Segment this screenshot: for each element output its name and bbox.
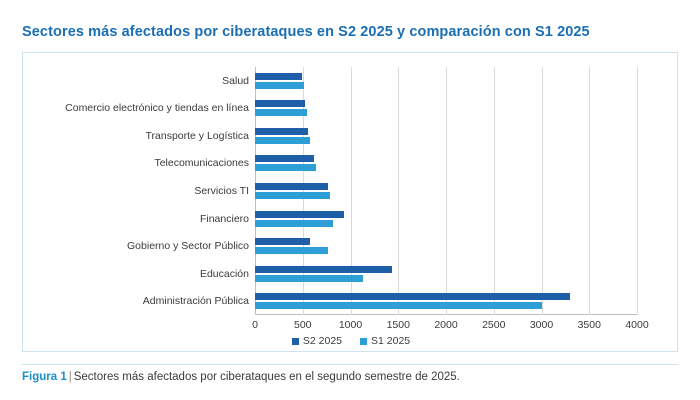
- chart-frame: [22, 52, 678, 352]
- plot-wrapper: [23, 53, 679, 353]
- bar-s2-2025: [255, 238, 310, 245]
- bar-group: [222, 67, 637, 95]
- legend-swatch-icon: [292, 338, 299, 345]
- bar-s1-2025: [255, 192, 330, 199]
- x-tick-label: 4000: [625, 319, 649, 331]
- caption-separator: |: [68, 371, 72, 383]
- bar-s1-2025: [255, 302, 542, 309]
- bar-s1-2025: [255, 275, 363, 282]
- x-tick-label: 1000: [338, 319, 363, 331]
- category-label: Salud: [222, 74, 249, 87]
- legend-item[interactable]: [360, 335, 410, 347]
- figure-caption: [22, 371, 460, 383]
- bar-s1-2025: [255, 109, 307, 116]
- bar-group: [142, 287, 637, 315]
- bar-s2-2025: [255, 100, 305, 107]
- category-label: Telecomunicaciones: [154, 157, 249, 170]
- bar-group: [199, 260, 637, 288]
- bar-s1-2025: [255, 137, 310, 144]
- bar-s2-2025: [255, 211, 344, 218]
- bar-group: [145, 122, 637, 150]
- bar-s1-2025: [255, 247, 328, 254]
- bar-group: [65, 95, 637, 123]
- bar-s2-2025: [255, 293, 570, 300]
- category-label: Comercio electrónico y tiendas en línea: [65, 102, 249, 115]
- bar-group: [194, 177, 637, 205]
- category-label: Administración Pública: [142, 295, 249, 308]
- legend-label: S2 2025: [302, 335, 342, 347]
- category-label: Transporte y Logística: [145, 129, 249, 142]
- category-label: Gobierno y Sector Público: [127, 240, 249, 253]
- x-tick-label: 0: [252, 319, 258, 331]
- bar-s2-2025: [255, 128, 308, 135]
- legend-label: S1 2025: [371, 335, 411, 347]
- figure-label: Figura 1: [22, 371, 67, 383]
- plot-area: [65, 67, 637, 315]
- x-tick-label: 2500: [482, 319, 506, 331]
- bar-s1-2025: [255, 220, 333, 227]
- bar-group: [199, 205, 637, 233]
- x-tick-label: 3500: [577, 319, 601, 331]
- bar-s1-2025: [255, 82, 304, 89]
- bar-s2-2025: [255, 73, 302, 80]
- legend-swatch-icon: [360, 338, 367, 345]
- x-tick-label: 1500: [386, 319, 410, 331]
- gridline: [637, 67, 638, 315]
- bar-s2-2025: [255, 155, 314, 162]
- page-title: Sectores más afectados por ciberataques en S2 2025 y comparación con S1 2025: [22, 24, 590, 40]
- bar-group: [127, 232, 637, 260]
- category-label: Financiero: [199, 212, 249, 225]
- category-label: Servicios TI: [194, 184, 249, 197]
- category-label: Educación: [199, 267, 249, 280]
- x-tick-label: 500: [293, 319, 312, 331]
- caption-text: Sectores más afectados por ciberataques en el segundo semestre de 2025.: [73, 371, 460, 383]
- legend-item[interactable]: [292, 335, 342, 347]
- bar-group: [154, 150, 637, 178]
- bar-s2-2025: [255, 183, 328, 190]
- caption-divider: [22, 364, 678, 365]
- x-tick-label: 2000: [434, 319, 458, 331]
- bar-s2-2025: [255, 266, 392, 273]
- x-tick-label: 3000: [529, 319, 554, 331]
- bar-s1-2025: [255, 164, 316, 171]
- chart-legend: [23, 335, 679, 347]
